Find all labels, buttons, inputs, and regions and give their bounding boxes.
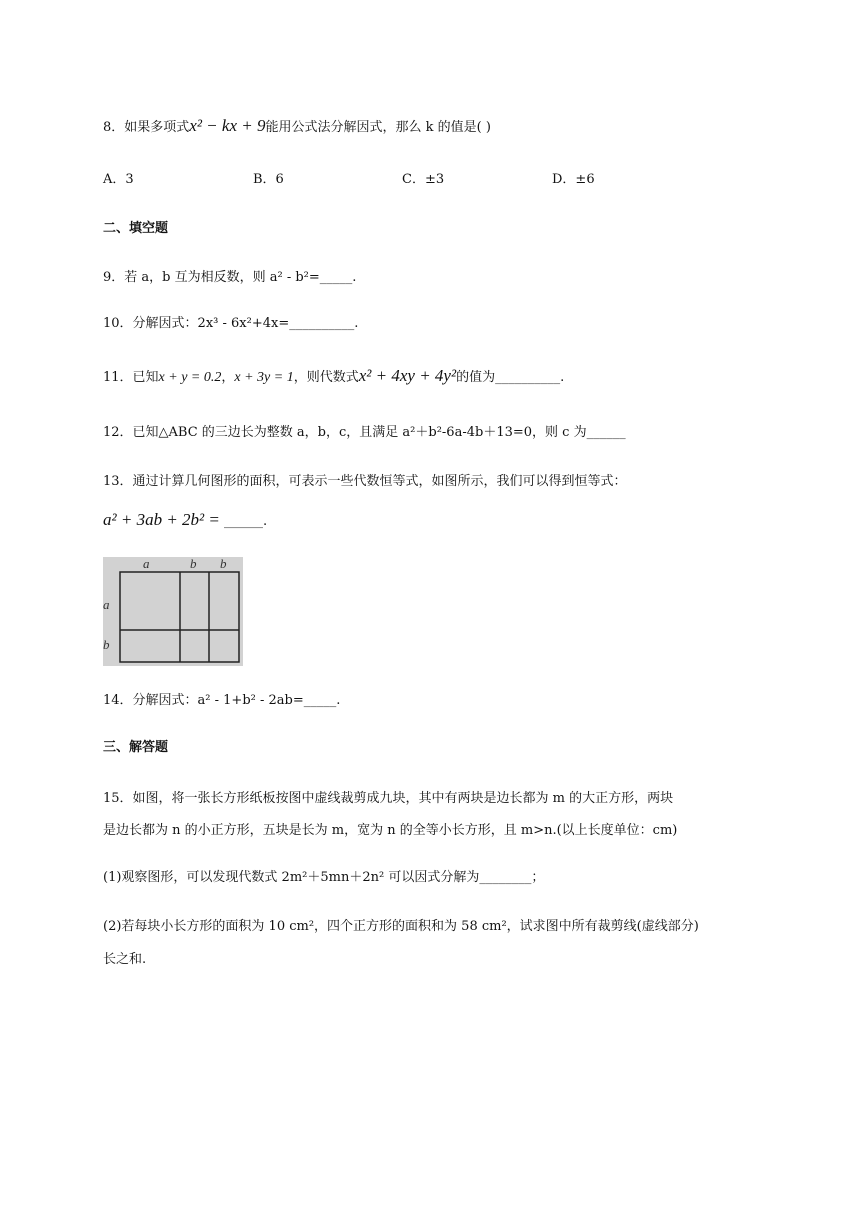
q8-suffix: 能用公式法分解因式，那么 k 的值是( ) (265, 120, 491, 135)
question-15-part-2-line-2: 长之和. (103, 952, 147, 967)
question-15-line-2: 是边长都为 n 的小正方形，五块是长为 m，宽为 n 的全等小长方形，且 m>n.(以上长度单位：cm) (103, 823, 678, 838)
question-9: 9．若 a，b 互为相反数，则 a² ‑ b²=_____. (103, 270, 357, 285)
figure-label-left-b: b (103, 637, 110, 652)
q8-expression: x² − kx + 9 (189, 116, 266, 135)
question-12: 12．已知△ABC 的三边长为整数 a，b，c，且满足 a²＋b²‑6a‑4b＋13=0，则 c 为______ (103, 425, 626, 440)
q8-option-a: A．3 (103, 172, 134, 187)
q13-identity (103, 510, 267, 532)
q8-prefix: 8．如果多项式 (103, 120, 190, 135)
q11-equation-1: x + y = 0.2 (158, 370, 222, 385)
question-14: 14．分解因式：a² ‑ 1+b² ‑ 2ab=_____. (103, 693, 341, 708)
area-model-grid (103, 557, 243, 666)
figure-label-top-a: a (143, 556, 150, 571)
question-15-part-2-line-1: (2)若每块小长方形的面积为 10 cm²，四个正方形的面积和为 58 cm²，试求图中所有裁剪线(虚线部分) (103, 919, 699, 934)
q13-blank: ______. (219, 514, 268, 529)
question-15-line-1: 15．如图，将一张长方形纸板按图中虚线裁剪成九块，其中有两块是边长都为 m 的大正方形，两块 (103, 791, 674, 806)
question-13: 13．通过计算几何图形的面积，可表示一些代数恒等式，如图所示，我们可以得到恒等式： (103, 474, 627, 489)
q11-mid: ，则代数式 (293, 370, 359, 385)
q11-suffix: 的值为__________. (456, 370, 565, 385)
q11-prefix: 11．已知 (103, 370, 159, 385)
question-11 (103, 366, 564, 388)
q8-option-b: B．6 (253, 172, 284, 187)
question-10: 10．分解因式：2x³ ‑ 6x²+4x=__________. (103, 316, 359, 331)
area-model-figure (103, 557, 243, 666)
figure-label-left-a: a (103, 597, 110, 612)
q8-option-c: C．±3 (402, 172, 445, 187)
section-solve-heading: 三、解答题 (103, 740, 169, 755)
q11-separator: ， (221, 370, 235, 385)
q11-expression: x² + 4xy + 4y² (358, 366, 457, 385)
figure-label-top-b1: b (190, 556, 197, 571)
q11-equation-2: x + 3y = 1 (234, 370, 294, 385)
figure-label-top-b2: b (220, 556, 227, 571)
section-fill-in-heading: 二、填空题 (103, 221, 169, 236)
q13-expression: a² + 3ab + 2b² = (103, 510, 220, 529)
question-15-part-1: (1)观察图形，可以发现代数式 2m²＋5mn＋2n² 可以因式分解为________； (103, 870, 545, 885)
q8-option-d: D．±6 (552, 172, 595, 187)
question-8 (103, 116, 491, 138)
